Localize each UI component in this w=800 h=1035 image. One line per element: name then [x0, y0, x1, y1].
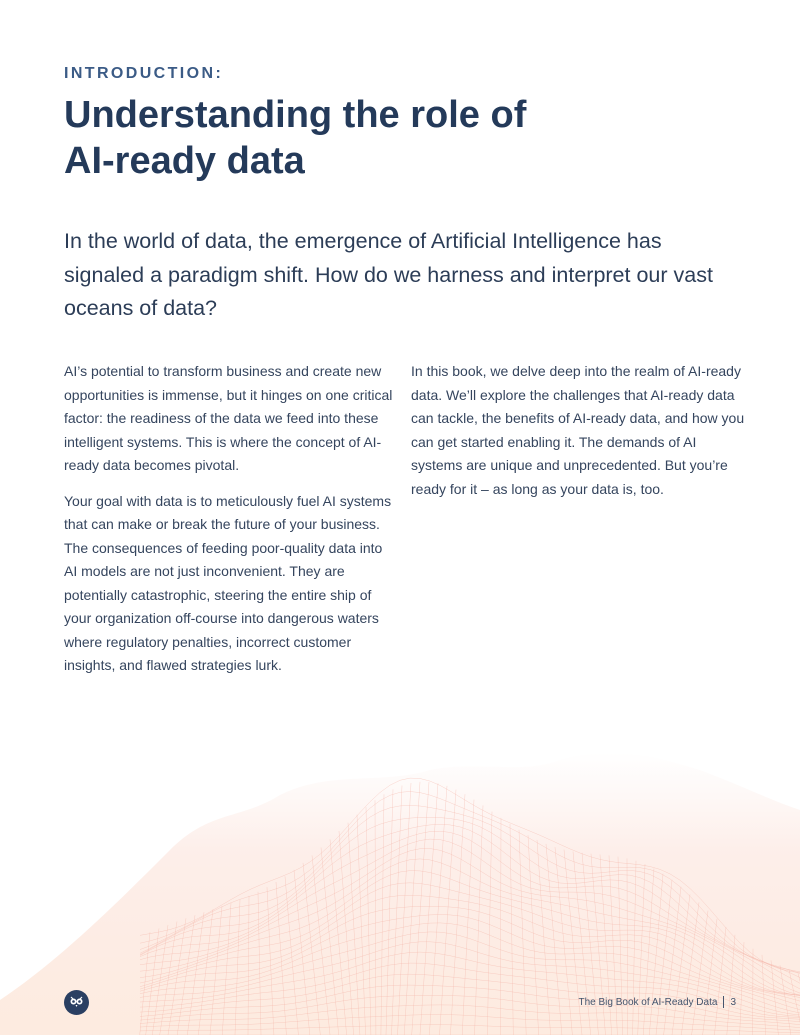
owl-logo-icon: [64, 990, 89, 1015]
title-line-2: AI-ready data: [64, 140, 305, 182]
wireframe-wave-graphic: [0, 700, 800, 1035]
footer-book-title: The Big Book of AI-Ready Data: [578, 996, 718, 1008]
page-footer: [578, 996, 736, 1008]
body-paragraph: AI’s potential to transform business and create new opportunities is immense, but it hinges on one critical factor: the readiness of the data we feed into these intelligent systems. This is where the concept of AI-ready data becomes pivotal.: [64, 363, 393, 473]
page-title: [64, 92, 624, 184]
title-line-1: Understanding the role of: [64, 94, 527, 136]
lead-paragraph: In the world of data, the emergence of Artificial Intelligence has signaled a paradigm shift. How do we harness and interpret our vast oceans of data?: [64, 229, 713, 320]
body-paragraph: Your goal with data is to meticulously fuel AI systems that can make or break the future of your business. The consequences of feeding poor-quality data into AI models are not just inconvenient. They are potentially catastrophic, steering the entire ship of your organization off-course into dangerous waters where regulatory penalties, incorrect customer insights, and flawed strategies lurk.: [64, 492, 392, 673]
section-eyebrow: INTRODUCTION:: [64, 65, 224, 82]
footer-divider: [723, 996, 724, 1008]
footer-page-number: 3: [730, 996, 736, 1008]
body-column-right: [411, 360, 745, 513]
body-column-left: [64, 360, 398, 690]
body-paragraph: In this book, we delve deep into the realm of AI-ready data. We’ll explore the challenges that AI-ready data can tackle, the benefits of AI-ready data, and how you can get started enabling it. The demands of AI systems are unique and unprecedented. But you’re ready for it – as long as your data is, too.: [411, 363, 745, 497]
